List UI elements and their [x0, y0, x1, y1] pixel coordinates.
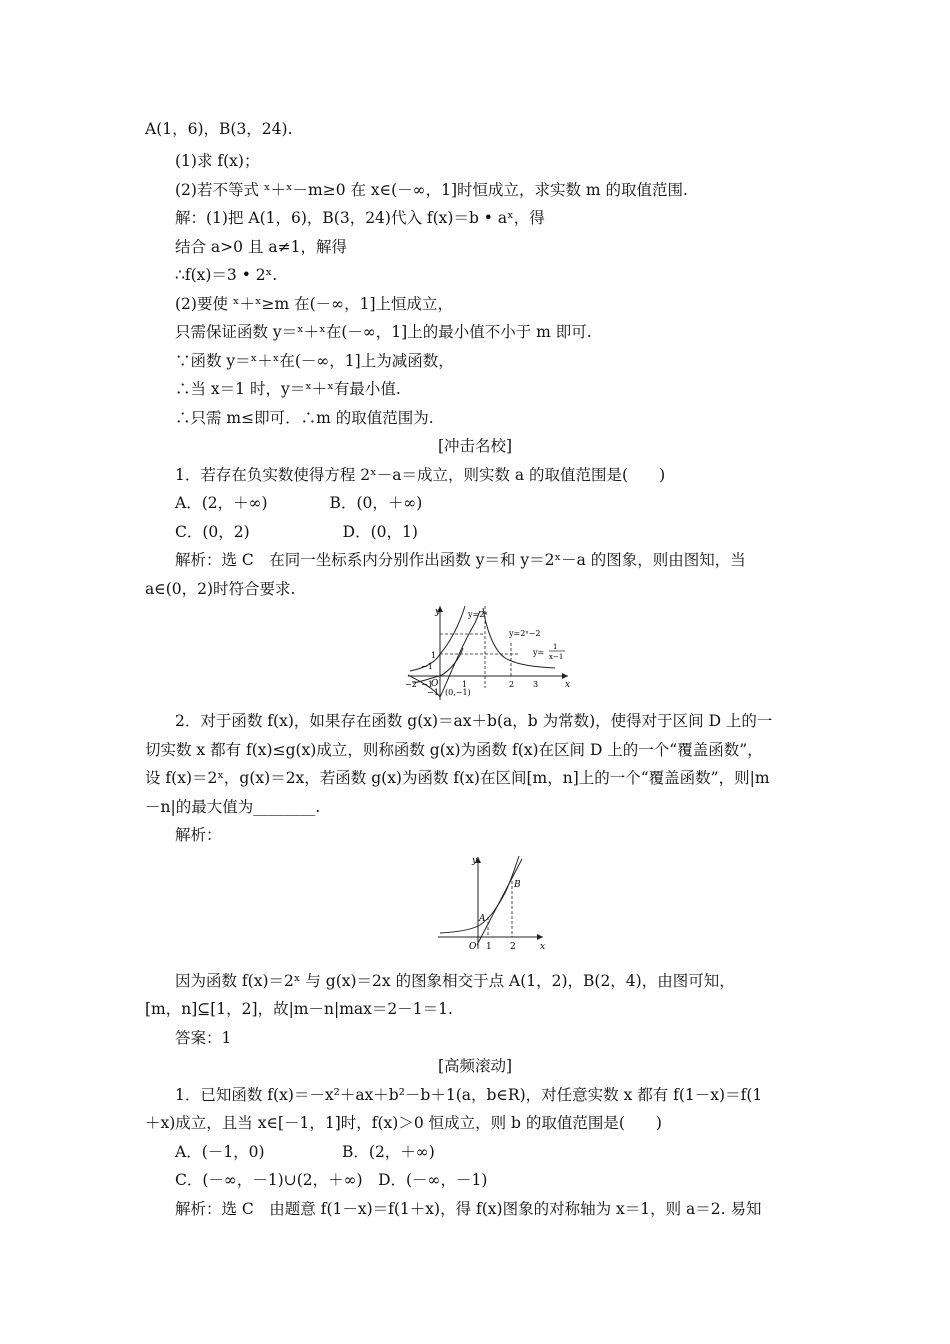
point-label: (0,−1): [445, 688, 471, 697]
question-options: C．(0，2) D．(0，1): [175, 523, 418, 541]
solution-text: 因为函数 f(x)＝2ˣ 与 g(x)＝2x 的图象相交于点 A(1，2)，B(2，4)，由图可知，: [175, 972, 735, 990]
solution-text: a∈(0，2)时符合要求.: [145, 580, 296, 598]
x-axis-label: x: [540, 942, 546, 952]
section-heading: [冲击名校]: [437, 437, 513, 455]
function-graph-figure-1: [405, 603, 575, 703]
curve-label: y=2ˣ: [468, 610, 488, 619]
question-text: 设 f(x)＝2ˣ，g(x)＝2x，若函数 g(x)为函数 f(x)在区间[m，n]上的一个“覆盖函数”，则|m: [145, 769, 770, 787]
tick-label: −1: [421, 680, 433, 689]
x-axis-arrow-icon: [537, 934, 543, 940]
tick-label: −1: [427, 688, 439, 697]
text-line: (1)求 f(x)；: [175, 152, 260, 170]
question-text: 1．已知函数 f(x)＝－x²＋ax＋b²－b＋1(a，b∈R)，对任意实数 x 都有 f(1－x)＝f(1: [175, 1086, 763, 1104]
function-graph-figure-2: [435, 853, 550, 953]
section-heading: [高频滚动]: [437, 1057, 513, 1075]
text-line: (2)若不等式 ˣ＋ˣ－m≥0 在 x∈(－∞，1]时恒成立，求实数 m 的取值范围.: [175, 181, 688, 199]
tick-label: 2: [510, 942, 516, 952]
x-axis-arrow-icon: [562, 673, 568, 679]
text-line: 解：(1)把 A(1，6)，B(3，24)代入 f(x)＝b • aˣ，得: [175, 209, 545, 227]
origin-label: O: [431, 679, 439, 689]
solution-text: 解析：选 C 由题意 f(1－x)＝f(1＋x)，得 f(x)图象的对称轴为 x＝1，则 a＝2. 易知: [175, 1200, 762, 1218]
question-text: 1．若存在负实数使得方程 2ˣ－a＝成立，则实数 a 的取值范围是( ): [175, 466, 666, 484]
curve-label: x−1: [549, 653, 564, 661]
line-g-2x: [477, 859, 522, 945]
text-line: (2)要使 ˣ＋ˣ≥m 在(－∞，1]上恒成立，: [175, 295, 454, 313]
text-line: ∴f(x)＝3 • 2ˣ.: [175, 266, 278, 284]
curve-2-pow-x-minus-2: [408, 611, 480, 697]
tick-label: 2: [509, 680, 515, 689]
text-line: ∴只需 m≤即可．∴m 的取值范围为.: [175, 409, 434, 427]
curve-label: y=2ˣ−2: [509, 629, 541, 638]
text-line: 结合 a>0 且 a≠1，解得: [175, 238, 347, 256]
text-line: ∵函数 y＝ˣ＋ˣ在(－∞，1]上为减函数，: [175, 352, 454, 370]
question-text: －n|的最大值为________.: [145, 798, 321, 816]
text-line: A(1，6)，B(3，24).: [145, 120, 293, 138]
text-line: 只需保证函数 y＝ˣ＋ˣ在(－∞，1]上的最小值不小于 m 即可.: [175, 323, 592, 341]
tick-label: 1: [486, 942, 492, 952]
tick-label: −2: [405, 680, 417, 689]
origin-label: O: [469, 942, 477, 952]
y-axis-label: y: [472, 856, 478, 866]
tick-label: 3: [533, 680, 539, 689]
solution-text: 解析：选 C 在同一坐标系内分别作出函数 y＝和 y＝2ˣ－a 的图象，则由图知，当: [175, 551, 746, 569]
tick-label: −1: [421, 662, 433, 671]
point-b-label: B: [514, 880, 521, 890]
curve-label: 1: [553, 643, 558, 651]
question-options: A．(2，＋∞) B．(0，＋∞): [175, 494, 423, 512]
solution-text: [m，n]⊆[1，2]，故|m－n|max＝2－1＝1.: [145, 1000, 453, 1018]
tick-label: 1: [462, 680, 468, 689]
solution-label: 解析：: [175, 826, 222, 844]
x-axis-label: x: [565, 680, 571, 690]
question-text: ＋x)成立，且当 x∈[－1，1]时，f(x)＞0 恒成立，则 b 的取值范围是( ): [145, 1114, 662, 1132]
y-axis-label: y: [435, 607, 441, 617]
question-text: 切实数 x 都有 f(x)≤g(x)成立，则称函数 g(x)为函数 f(x)在区间 D 上的一个“覆盖函数”，: [145, 741, 763, 759]
tick-label: 1: [431, 651, 437, 660]
question-text: 2．对于函数 f(x)，如果存在函数 g(x)＝ax＋b(a，b 为常数)，使得对于区间 D 上的一: [175, 712, 773, 730]
question-options: A．(－1，0) B．(2，＋∞): [175, 1143, 435, 1161]
question-options: C．(－∞，－1)∪(2，＋∞) D．(－∞，－1): [175, 1171, 488, 1189]
answer-text: 答案：1: [175, 1029, 232, 1047]
point-a-label: A: [479, 914, 486, 924]
curve-label: y=: [533, 648, 545, 657]
text-line: ∴当 x＝1 时，y＝ˣ＋ˣ有最小值.: [175, 380, 401, 398]
